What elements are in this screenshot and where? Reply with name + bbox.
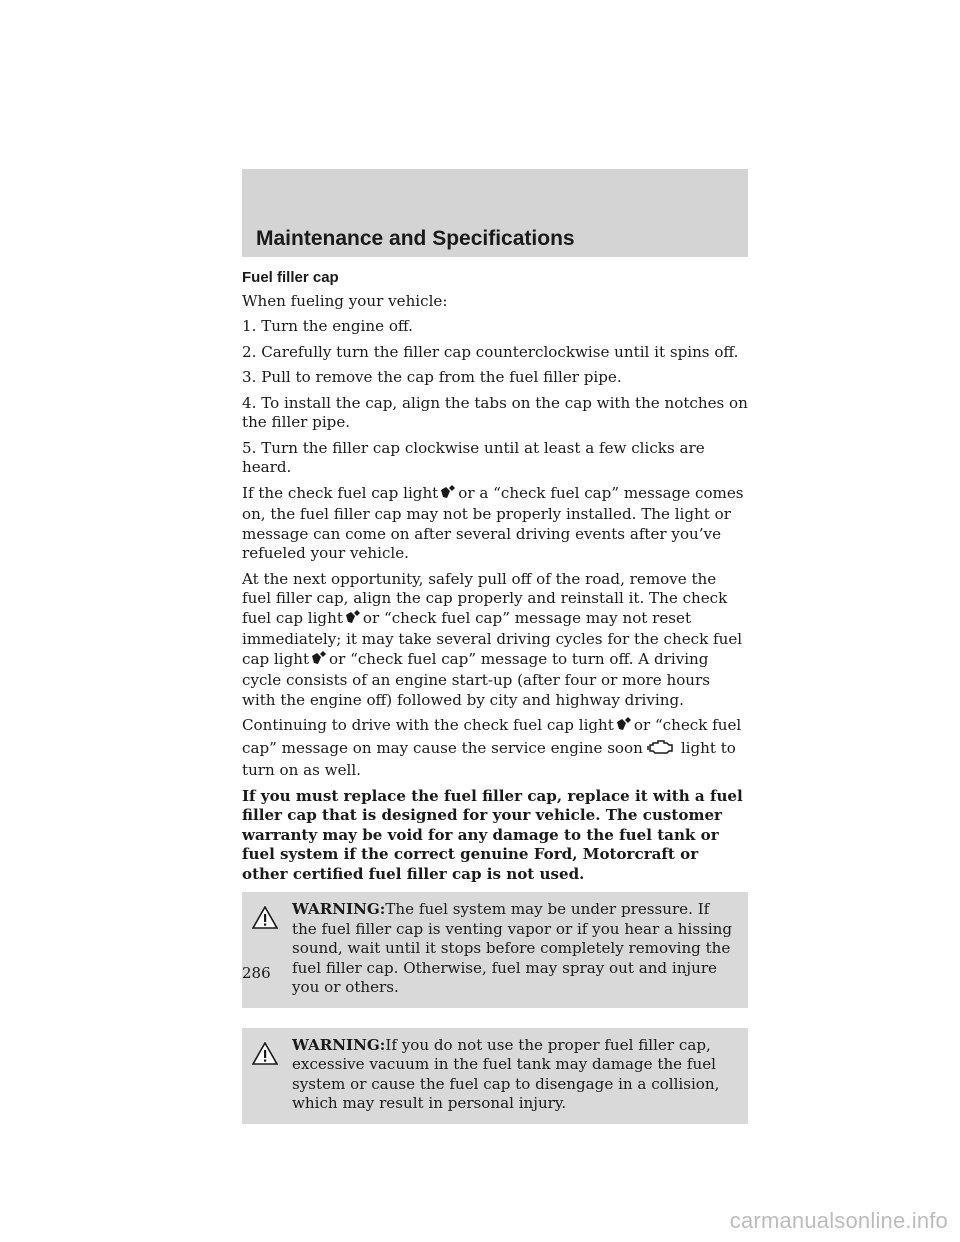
section-header-band xyxy=(242,169,748,257)
page-number: 286 xyxy=(242,964,271,982)
step-2: 2. Carefully turn the filler cap counterclockwise until it spins off. xyxy=(242,342,739,361)
fuel-cap-icon xyxy=(311,650,327,672)
engine-icon xyxy=(647,738,675,762)
warning-label: WARNING: xyxy=(292,900,386,918)
warning-box-proper-cap xyxy=(242,1028,748,1124)
warning-triangle-icon xyxy=(252,906,278,936)
step-4: 4. To install the cap, align the tabs on the cap with the notches on the filler pipe. xyxy=(242,393,748,431)
step-1: 1. Turn the engine off. xyxy=(242,317,413,335)
replacement-cap-notice: If you must replace the fuel filler cap, replace it with a fuel filler cap that is designed for your vehicle. The customer warranty may be void for any damage to the fuel tank or fuel system if the correct genuine Ford, Motorcraft or other certified fuel filler cap is not used. xyxy=(242,786,743,883)
section-title: Maintenance and Specifications xyxy=(256,227,575,250)
warning-text: WARNING:If you do not use the proper fuel filler cap, excessive vacuum in the fuel tank may damage the fuel system or cause the fuel cap to disengage in a collision, which may result in personal injury. xyxy=(292,1035,720,1112)
watermark: carmanualsonline.info xyxy=(729,1208,948,1233)
step-3: 3. Pull to remove the cap from the fuel filler pipe. xyxy=(242,368,622,386)
fuel-cap-icon xyxy=(616,716,632,738)
warning-triangle-icon xyxy=(252,1042,278,1072)
page-content xyxy=(242,268,748,1144)
fuel-cap-icon xyxy=(440,484,456,506)
check-fuel-cap-paragraph: If the check fuel cap light or a “check fuel cap” message comes on, the fuel filler cap may not be properly installed. The light or message can come on after several driving events after you’ve refueled your vehicle. xyxy=(242,483,744,562)
subsection-heading: Fuel filler cap xyxy=(242,269,339,286)
reinstall-cap-paragraph: At the next opportunity, safely pull off of the road, remove the fuel filler cap, align the cap properly and reinstall it. The check fuel cap light or “check fuel cap” message may not reset immediately; it may take several driving cycles for the check fuel cap light or “check fuel cap” message to turn off. A driving cycle consists of an engine start-up (after four or more hours with the engine off) followed by city and highway driving. xyxy=(242,569,743,709)
service-engine-paragraph: Continuing to drive with the check fuel cap light or “check fuel cap” message on may cause the service engine soon light to turn on as well. xyxy=(242,716,742,779)
step-5: 5. Turn the filler cap clockwise until at least a few clicks are heard. xyxy=(242,438,705,476)
fuel-cap-icon xyxy=(345,609,361,631)
warning-label: WARNING: xyxy=(292,1035,386,1054)
warning-box-pressure xyxy=(242,892,748,1008)
warning-text: WARNING:The fuel system may be under pressure. If the fuel filler cap is venting vapor or if you hear a hissing sound, wait until it stops before completely removing the fuel filler cap. Otherwise, fuel may spray out and injure you or others. xyxy=(292,900,733,996)
intro-text: When fueling your vehicle: xyxy=(242,291,448,310)
